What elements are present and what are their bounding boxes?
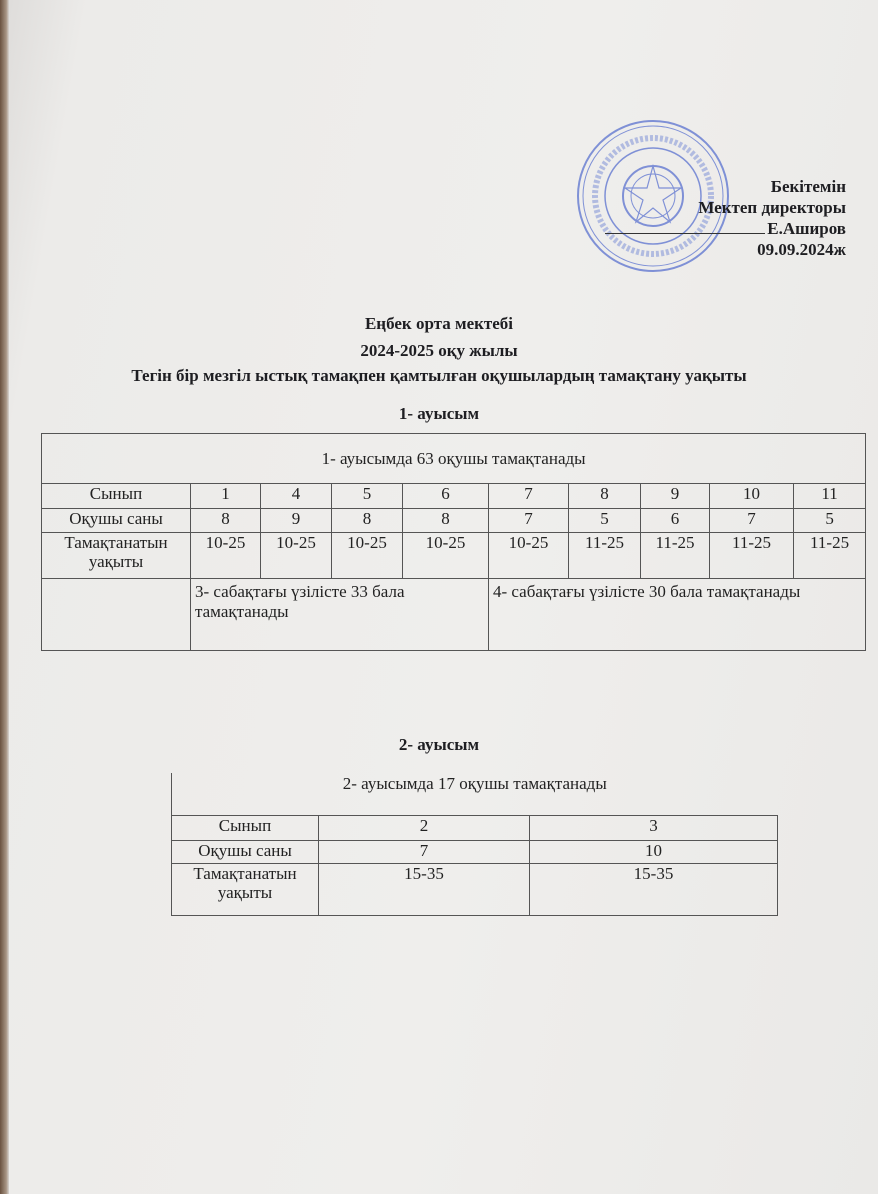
shift2-table-title: 2- ауысымда 17 оқушы тамақтанады <box>172 773 778 815</box>
class-cell: 8 <box>569 484 641 509</box>
time-cell: 10-25 <box>332 533 403 579</box>
school-title: Еңбек орта мектебі <box>364 314 514 333</box>
empty-cell <box>42 579 191 651</box>
students-cell: 9 <box>261 509 332 533</box>
director-name: Е.Аширов <box>767 219 846 238</box>
director-signature <box>605 218 846 239</box>
class-cell: 5 <box>332 484 403 509</box>
time-cell: 10-25 <box>261 533 332 579</box>
time-cell: 10-25 <box>489 533 569 579</box>
class-cell: 2 <box>319 815 530 840</box>
class-cell: 4 <box>261 484 332 509</box>
document-subject: Тегін бір мезгіл ыстық тамақпен қамтылған оқушылардың тамақтану уақыты <box>131 366 747 385</box>
table-row <box>42 484 866 509</box>
break3-note: 3- сабақтағы үзілісте 33 бала тамақтанады <box>191 579 489 651</box>
approval-block <box>605 176 846 260</box>
students-cell: 7 <box>710 509 794 533</box>
class-cell: 1 <box>191 484 261 509</box>
time-cell: 15-35 <box>319 863 530 915</box>
class-cell: 11 <box>794 484 866 509</box>
class-cell: 10 <box>710 484 794 509</box>
time-cell: 11-25 <box>569 533 641 579</box>
table-row <box>172 863 778 915</box>
students-cell: 7 <box>319 840 530 863</box>
row-label-students: Оқушы саны <box>42 509 191 533</box>
shift1-heading: 1- ауысым <box>398 404 480 423</box>
students-cell: 8 <box>403 509 489 533</box>
class-cell: 9 <box>641 484 710 509</box>
time-cell: 11-25 <box>710 533 794 579</box>
row-label-time: Тамақтанатын уақыты <box>172 863 319 915</box>
time-cell: 10-25 <box>403 533 489 579</box>
shift2-table <box>171 773 778 916</box>
students-cell: 7 <box>489 509 569 533</box>
academic-year: 2024-2025 оқу жылы <box>360 341 518 360</box>
table-row <box>172 815 778 840</box>
approval-date: 09.09.2024ж <box>757 240 846 259</box>
page-edge-shadow <box>0 0 9 1194</box>
students-cell: 10 <box>530 840 778 863</box>
row-label-class: Сынып <box>42 484 191 509</box>
class-cell: 3 <box>530 815 778 840</box>
row-label-class: Сынып <box>172 815 319 840</box>
students-cell: 5 <box>569 509 641 533</box>
table-row <box>42 579 866 651</box>
students-cell: 5 <box>794 509 866 533</box>
shift1-table <box>41 433 866 651</box>
class-cell: 7 <box>489 484 569 509</box>
time-cell: 11-25 <box>794 533 866 579</box>
table-row <box>42 509 866 533</box>
time-cell: 11-25 <box>641 533 710 579</box>
row-label-time: Тамақтанатын уақыты <box>42 533 191 579</box>
time-cell: 10-25 <box>191 533 261 579</box>
shift1-table-title: 1- ауысымда 63 оқушы тамақтанады <box>42 434 866 484</box>
director-title: Мектеп директоры <box>698 198 846 217</box>
time-cell: 15-35 <box>530 863 778 915</box>
students-cell: 8 <box>191 509 261 533</box>
row-label-students: Оқушы саны <box>172 840 319 863</box>
class-cell: 6 <box>403 484 489 509</box>
students-cell: 6 <box>641 509 710 533</box>
table-row <box>172 840 778 863</box>
signature-line <box>605 219 765 234</box>
break4-note: 4- сабақтағы үзілісте 30 бала тамақтанады <box>489 579 866 651</box>
students-cell: 8 <box>332 509 403 533</box>
shift2-heading: 2- ауысым <box>398 735 480 754</box>
approval-label: Бекітемін <box>770 177 846 196</box>
table-row <box>42 533 866 579</box>
